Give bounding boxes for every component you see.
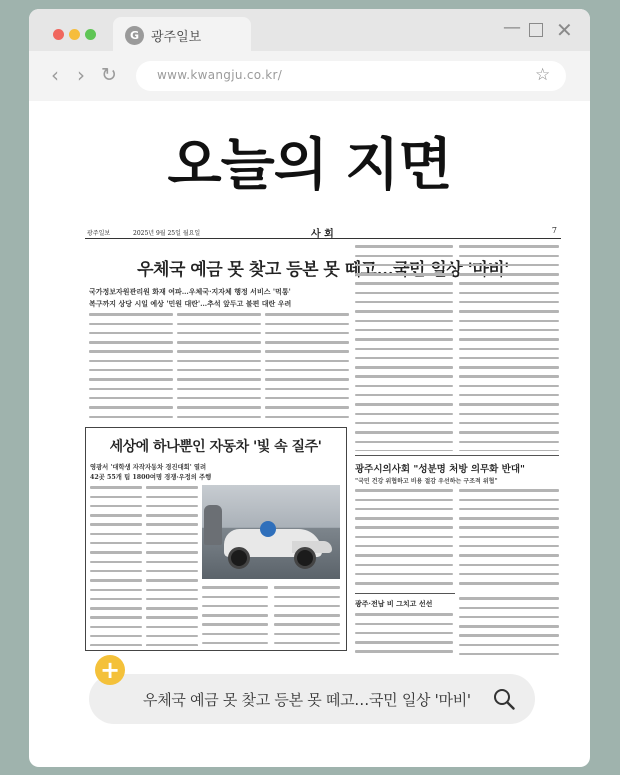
minimize-icon[interactable]: —	[503, 17, 521, 38]
text-line	[459, 329, 559, 336]
text-line	[177, 369, 261, 376]
article-text-column	[89, 311, 173, 421]
text-line	[89, 397, 173, 404]
text-line	[459, 508, 559, 515]
text-line	[177, 350, 261, 357]
text-line	[274, 642, 340, 646]
text-line	[265, 369, 349, 376]
search-query-text: 우체국 예금 못 찾고 등본 못 떼고…국민 일상 '마비'	[143, 691, 471, 709]
text-line	[355, 517, 453, 524]
text-line	[355, 623, 453, 630]
wheel-graphic	[228, 547, 250, 569]
article-text-column	[90, 484, 142, 646]
text-line	[146, 533, 198, 540]
text-line	[459, 499, 559, 506]
text-line	[355, 650, 453, 655]
newspaper-section: 사 회	[311, 229, 334, 240]
text-line	[355, 255, 453, 262]
text-line	[202, 586, 268, 593]
text-line	[355, 394, 453, 401]
text-line	[90, 533, 142, 540]
feature-article-title: 세상에 하나뿐인 자동차 '빛 속 질주'	[109, 439, 322, 455]
feature-article-subtitle-1: 영광서 '대학생 자작자동차 경진대회' 열려	[90, 464, 207, 471]
text-line	[355, 385, 453, 392]
text-line	[459, 338, 559, 345]
close-icon[interactable]: ✕	[556, 18, 573, 42]
text-line	[146, 607, 198, 614]
text-line	[146, 570, 198, 577]
text-line	[459, 431, 559, 438]
text-line	[459, 517, 559, 524]
text-line	[90, 496, 142, 503]
text-line	[459, 348, 559, 355]
text-line	[202, 596, 268, 603]
racing-car-photo	[202, 485, 340, 579]
text-line	[459, 441, 559, 448]
article-text-column	[146, 484, 198, 646]
text-line	[355, 245, 453, 252]
driver-helmet-graphic	[260, 521, 276, 537]
text-line	[459, 320, 559, 327]
text-line	[459, 310, 559, 317]
text-line	[89, 360, 173, 367]
text-line	[265, 350, 349, 357]
text-line	[459, 357, 559, 364]
article-text-column	[177, 311, 261, 421]
text-line	[355, 489, 453, 496]
text-line	[146, 589, 198, 596]
text-line	[177, 313, 261, 320]
title-bar	[29, 9, 590, 51]
text-line	[265, 332, 349, 339]
text-line	[265, 378, 349, 385]
text-line	[355, 582, 453, 587]
text-line	[146, 542, 198, 549]
text-line	[177, 378, 261, 385]
text-line	[265, 313, 349, 320]
text-line	[355, 320, 453, 327]
text-line	[89, 341, 173, 348]
text-line	[146, 561, 198, 568]
newspaper-header	[85, 225, 561, 239]
text-line	[355, 564, 453, 571]
text-line	[459, 634, 559, 641]
text-line	[355, 375, 453, 382]
text-line	[146, 644, 198, 646]
text-line	[146, 523, 198, 530]
text-line	[355, 403, 453, 410]
text-line	[355, 264, 453, 271]
text-line	[90, 523, 142, 530]
text-line	[90, 607, 142, 614]
text-line	[459, 264, 559, 271]
text-line	[459, 653, 559, 655]
url-text: www.kwangju.co.kr/	[157, 68, 283, 82]
text-line	[459, 394, 559, 401]
text-line	[355, 310, 453, 317]
text-line	[355, 536, 453, 543]
text-line	[202, 614, 268, 621]
text-line	[146, 496, 198, 503]
text-line	[146, 505, 198, 512]
text-line	[355, 573, 453, 580]
text-line	[90, 626, 142, 633]
side-article-subtitle: "국민 건강 위협하고 비용 절감 우선하는 구조적 위협"	[355, 478, 498, 485]
text-line	[459, 450, 559, 451]
text-line	[355, 273, 453, 280]
article-text-column	[459, 595, 559, 655]
text-line	[90, 644, 142, 646]
text-line	[202, 623, 268, 630]
text-line	[459, 301, 559, 308]
newspaper-date: 2025년 9월 25일 월요일	[133, 230, 201, 237]
text-line	[177, 397, 261, 404]
text-line	[146, 486, 198, 493]
text-line	[355, 450, 453, 451]
section-divider	[355, 593, 455, 594]
side-article-title: 광주시의사회 "성분명 처방 의무화 반대"	[355, 464, 525, 475]
back-icon[interactable]: ‹	[51, 63, 59, 87]
text-line	[274, 605, 340, 612]
section-divider	[355, 455, 559, 456]
text-line	[89, 416, 173, 421]
text-line	[355, 613, 453, 620]
text-line	[459, 625, 559, 632]
article-text-column	[355, 243, 453, 451]
text-line	[90, 514, 142, 521]
text-line	[459, 616, 559, 623]
newspaper-publisher: 광주일보	[87, 230, 111, 237]
text-line	[355, 545, 453, 552]
text-line	[90, 570, 142, 577]
text-line	[89, 369, 173, 376]
text-line	[146, 626, 198, 633]
text-line	[177, 360, 261, 367]
text-line	[177, 406, 261, 413]
text-line	[459, 545, 559, 552]
text-line	[89, 388, 173, 395]
text-line	[177, 341, 261, 348]
bookmark-star-icon[interactable]: ☆	[535, 65, 551, 85]
text-line	[355, 499, 453, 506]
text-line	[90, 579, 142, 586]
text-line	[90, 616, 142, 623]
text-line	[274, 633, 340, 640]
article-text-column	[355, 487, 453, 587]
spectators-graphic	[204, 505, 222, 545]
text-line	[90, 505, 142, 512]
text-line	[355, 329, 453, 336]
text-line	[90, 598, 142, 605]
text-line	[265, 406, 349, 413]
add-button[interactable]: +	[95, 655, 125, 685]
text-line	[459, 375, 559, 382]
text-line	[89, 378, 173, 385]
text-line	[459, 385, 559, 392]
text-line	[459, 422, 559, 429]
text-line	[459, 526, 559, 533]
weather-article-title: 광주·전남 비 그치고 선선	[355, 599, 433, 608]
text-line	[89, 350, 173, 357]
text-line	[459, 403, 559, 410]
text-line	[177, 323, 261, 330]
newspaper-page-number: 7	[551, 226, 557, 235]
text-line	[90, 542, 142, 549]
text-line	[459, 536, 559, 543]
browser-tab[interactable]	[113, 17, 251, 51]
text-line	[355, 554, 453, 561]
text-line	[355, 526, 453, 533]
article-text-column	[355, 611, 453, 655]
text-line	[355, 632, 453, 639]
reload-icon[interactable]: ↻	[101, 64, 117, 86]
text-line	[90, 561, 142, 568]
text-line	[274, 586, 340, 593]
maximize-window-dot[interactable]	[85, 29, 96, 40]
favicon-icon: G	[125, 26, 144, 45]
text-line	[355, 508, 453, 515]
text-line	[355, 357, 453, 364]
text-line	[355, 282, 453, 289]
text-line	[459, 255, 559, 262]
text-line	[459, 292, 559, 299]
text-line	[355, 441, 453, 448]
search-bar[interactable]	[89, 674, 535, 724]
text-line	[146, 616, 198, 623]
text-line	[355, 431, 453, 438]
text-line	[355, 348, 453, 355]
text-line	[177, 388, 261, 395]
text-line	[459, 489, 559, 496]
text-line	[90, 635, 142, 642]
article-text-column	[202, 584, 268, 646]
text-line	[90, 589, 142, 596]
text-line	[177, 416, 261, 421]
text-line	[355, 641, 453, 648]
text-line	[274, 614, 340, 621]
article-text-column	[274, 584, 340, 646]
feature-article-box	[85, 427, 347, 651]
article-text-column	[265, 311, 349, 421]
feature-article-subtitle-2: 42곳 55개 팀 1800여명 경쟁·우정의 주행	[90, 474, 212, 481]
text-line	[265, 360, 349, 367]
text-line	[146, 514, 198, 521]
text-line	[459, 413, 559, 420]
tab-title: 광주일보	[151, 30, 202, 45]
search-icon[interactable]	[492, 687, 516, 711]
article-text-column	[459, 487, 559, 587]
text-line	[459, 607, 559, 614]
text-line	[265, 416, 349, 421]
text-line	[459, 366, 559, 373]
wheel-graphic	[294, 547, 316, 569]
article-main-subtitle-2: 복구까지 상당 시일 예상 '민원 대란'…추석 앞두고 불편 대란 우려	[89, 299, 292, 308]
text-line	[265, 397, 349, 404]
minimize-window-dot[interactable]	[69, 29, 80, 40]
address-bar[interactable]	[136, 61, 566, 91]
article-text-column	[459, 243, 559, 451]
text-line	[202, 642, 268, 646]
text-line	[89, 323, 173, 330]
close-window-dot[interactable]	[53, 29, 64, 40]
text-line	[459, 573, 559, 580]
text-line	[89, 406, 173, 413]
text-line	[265, 323, 349, 330]
article-main-subtitle-1: 국가정보자원관리원 화재 여파…우체국·지자체 행정 서비스 '먹통'	[89, 287, 291, 296]
text-line	[355, 338, 453, 345]
text-line	[355, 413, 453, 420]
text-line	[146, 635, 198, 642]
text-line	[355, 366, 453, 373]
text-line	[459, 273, 559, 280]
text-line	[274, 596, 340, 603]
text-line	[459, 564, 559, 571]
text-line	[90, 486, 142, 493]
newspaper-page-image[interactable]	[85, 225, 561, 661]
maximize-icon[interactable]	[529, 23, 543, 37]
text-line	[459, 282, 559, 289]
forward-icon[interactable]: ›	[77, 63, 85, 87]
text-line	[146, 551, 198, 558]
text-line	[202, 605, 268, 612]
page-title: 오늘의 지면	[167, 133, 452, 198]
text-line	[265, 388, 349, 395]
text-line	[459, 644, 559, 651]
browser-window	[29, 9, 590, 767]
text-line	[355, 301, 453, 308]
text-line	[89, 332, 173, 339]
text-line	[355, 292, 453, 299]
text-line	[90, 551, 142, 558]
text-line	[274, 623, 340, 630]
text-line	[177, 332, 261, 339]
text-line	[146, 579, 198, 586]
text-line	[459, 597, 559, 604]
text-line	[355, 422, 453, 429]
text-line	[202, 633, 268, 640]
text-line	[459, 245, 559, 252]
navigation-bar	[29, 51, 590, 101]
text-line	[265, 341, 349, 348]
text-line	[459, 554, 559, 561]
text-line	[459, 582, 559, 587]
article-main-title: 우체국 예금 못 찾고 등본 못 떼고…국민 일상 '마비'	[137, 260, 509, 280]
text-line	[89, 313, 173, 320]
text-line	[146, 598, 198, 605]
